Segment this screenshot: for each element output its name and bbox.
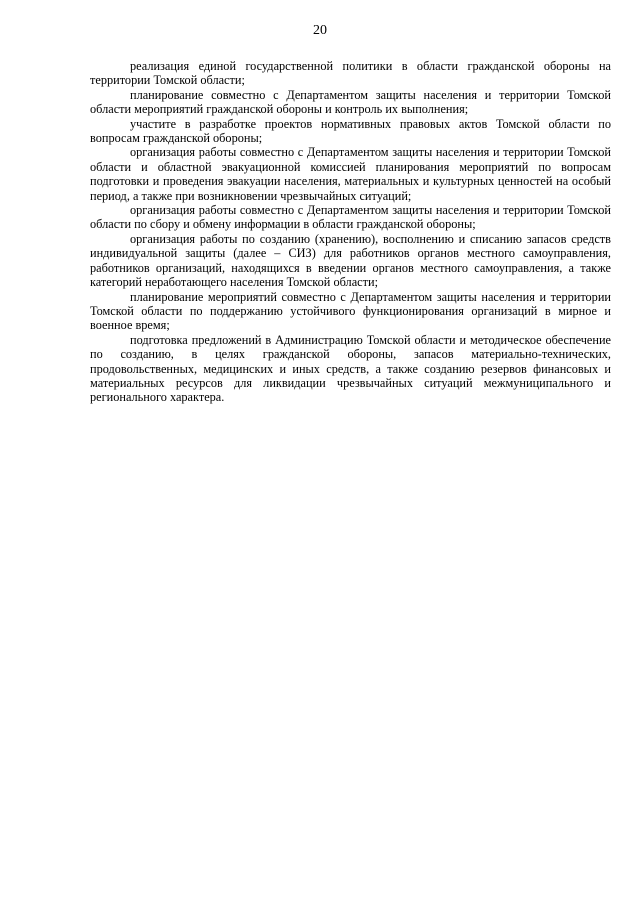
paragraph: организация работы совместно с Департаментом защиты населения и территории Томской области по сбору и обмену информации в области гражданской обороны; <box>90 203 611 232</box>
paragraph: организация работы по созданию (хранению), восполнению и списанию запасов средств индивидуальной защиты (далее – СИЗ) для работников органов местного самоуправления, работников организаций, находящихся в введении органов местного самоуправления, а также категорий неработающего населения Томской области; <box>90 231 611 290</box>
paragraph: организация работы совместно с Департаментом защиты населения и территории Томской области и областной эвакуационной комиссией планирования мероприятий по вопросам подготовки и проведения эвакуации населения, материальных и культурных ценностей на особый период, а также при возникновении чрезвычайных ситуаций; <box>90 145 611 203</box>
paragraph: планирование совместно с Департаментом защиты населения и территории Томской области мероприятий гражданской обороны и контроль их выполнения; <box>90 87 611 117</box>
paragraph: участите в разработке проектов нормативных правовых актов Томской области по вопросам гражданской обороны; <box>90 116 611 146</box>
page-number: 20 <box>313 23 327 38</box>
document-body <box>90 59 611 405</box>
paragraph: планирование мероприятий совместно с Департаментом защиты населения и территории Томской области по поддержанию устойчивого функционирования организаций в мирное и военное время; <box>90 289 611 333</box>
paragraph: реализация единой государственной политики в области гражданской обороны на территории Томской области; <box>90 59 611 88</box>
paragraph: подготовка предложений в Администрацию Томской области и методическое обеспечение по созданию, в целях гражданской обороны, запасов материально-технических, продовольственных, медицинских и иных средств, а также созданию резервов финансовых и материальных ресурсов для ликвидации чрезвычайных ситуаций межмуниципального и регионального характера. <box>90 332 611 405</box>
